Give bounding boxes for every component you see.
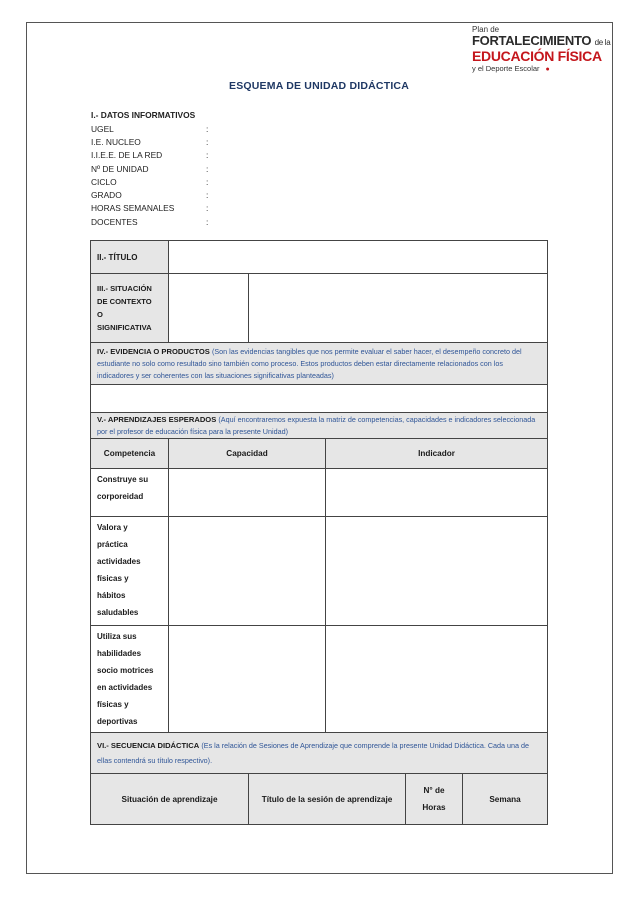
capacidad-cell[interactable]: [169, 626, 326, 733]
evidencia-row: [91, 343, 548, 385]
plan-logo: [472, 25, 612, 81]
situacion-field-b[interactable]: [249, 274, 548, 343]
logo-line-3: EDUCACIÓN FÍSICA: [472, 48, 602, 64]
col-semana: Semana: [463, 774, 548, 825]
competencia-label: Utiliza sus habilidades socio motrices en actividades físicas y deportivas: [91, 626, 169, 733]
indicador-cell[interactable]: [326, 469, 548, 517]
secuencia-header-row: [91, 774, 548, 825]
document-title: ESQUEMA DE UNIDAD DIDÁCTICA: [228, 80, 409, 92]
secuencia-header: VI.- SECUENCIA DIDÁCTICA (Es la relación de Sesiones de Aprendizaje que comprende la presente Unidad Didáctica. Cada una de ellas contendrá su título respectivo).: [91, 733, 548, 774]
datos-field: UGEL :: [91, 123, 209, 134]
indicador-cell[interactable]: [326, 626, 548, 733]
competencia-row: [91, 626, 548, 733]
competencia-row: [91, 517, 548, 626]
aprendizajes-header: V.- APRENDIZAJES ESPERADOS (Aquí encontraremos expuesta la matriz de competencias, capacidades e indicadores seleccionada por el profesor de educación física para la presente Unidad): [91, 413, 548, 439]
datos-informativos: [91, 110, 216, 228]
col-titulo-sesion: Título de la sesión de aprendizaje: [249, 774, 406, 825]
datos-field: I.I.E.E. DE LA RED :: [91, 150, 209, 161]
col-indicador: Indicador: [326, 439, 548, 469]
unidad-table: [90, 240, 548, 825]
capacidad-cell[interactable]: [169, 469, 326, 517]
titulo-label: II.- TÍTULO: [91, 241, 169, 274]
datos-field: HORAS SEMANALES :: [91, 203, 209, 214]
datos-field: DOCENTES :: [91, 216, 209, 227]
competencia-label: Construye su corporeidad: [91, 469, 169, 517]
col-horas: N° de Horas: [406, 774, 463, 825]
logo-line-1: Plan de: [472, 25, 500, 34]
evidencia-header: IV.- EVIDENCIA O PRODUCTOS (Son las evidencias tangibles que nos permite evaluar el saber hacer, el desempeño concreto del estudiante no solo como resultado sino también como proceso. Estos productos deben estar directamente relacionados con los indicadores y ser coherentes con las situaciones significativas planteadas): [91, 343, 548, 385]
situacion-label: III.- SITUACIÓN DE CONTEXTO O SIGNIFICATIVA: [91, 274, 169, 343]
indicador-cell[interactable]: [326, 517, 548, 626]
datos-field: Nº DE UNIDAD :: [91, 163, 209, 174]
matriz-header-row: [91, 439, 548, 469]
col-competencia: Competencia: [91, 439, 169, 469]
datos-field: I.E. NUCLEO :: [91, 136, 209, 147]
situacion-field-a[interactable]: [169, 274, 249, 343]
col-situacion-aprendizaje: Situación de aprendizaje: [91, 774, 249, 825]
logo-line-4: y el Deporte Escolar ●: [472, 64, 550, 73]
datos-heading: I.- DATOS INFORMATIVOS: [91, 110, 196, 120]
evidencia-field[interactable]: [91, 385, 548, 413]
datos-field: GRADO :: [91, 190, 209, 201]
aprendizajes-row: [91, 413, 548, 439]
evidencia-body-row: [91, 385, 548, 413]
col-capacidad: Capacidad: [169, 439, 326, 469]
secuencia-row: [91, 733, 548, 774]
titulo-row: [91, 241, 548, 274]
situacion-row: [91, 274, 548, 343]
capacidad-cell[interactable]: [169, 517, 326, 626]
competencia-label: Valora y práctica actividades físicas y hábitos saludables: [91, 517, 169, 626]
competencia-row: [91, 469, 548, 517]
logo-line-2: FORTALECIMIENTO de la: [472, 33, 611, 48]
titulo-field[interactable]: [169, 241, 548, 274]
datos-field: CICLO :: [91, 176, 209, 187]
logo-mark-icon: ●: [545, 66, 550, 73]
